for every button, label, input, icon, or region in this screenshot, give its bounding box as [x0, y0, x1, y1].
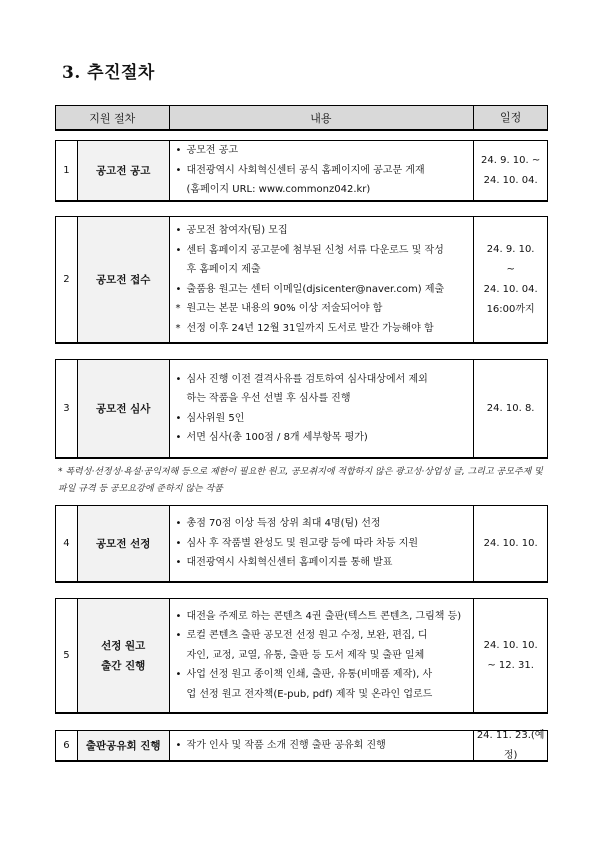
bullet-icon: • [175, 145, 182, 157]
bullet-icon: • [175, 630, 182, 642]
schedule-date-line: 24. 11. 23.(예정) [476, 729, 545, 761]
list-item [175, 534, 468, 554]
schedule-date-line: 24. 10. 04. [483, 174, 538, 186]
step-content [170, 360, 475, 457]
process-row [55, 730, 548, 762]
list-item [175, 607, 468, 627]
list-item-line: 대전광역시 사회혁신센터 공식 홈페이지에 공고문 게재 [186, 164, 425, 176]
content-list [175, 221, 468, 338]
process-row [55, 505, 548, 583]
row-number: 5 [56, 599, 78, 712]
schedule-date [474, 360, 547, 457]
list-item-line: 선정 이후 24년 12월 31일까지 도서로 발간 가능해야 함 [186, 322, 434, 334]
list-item [175, 428, 468, 448]
schedule-date [474, 141, 547, 200]
list-item-line: 업 선정 원고 전자책(E-pub, pdf) 제작 및 온라인 업로드 [186, 688, 433, 700]
bullet-icon: • [175, 164, 182, 176]
list-item-line: 로컬 콘텐츠 출판 공모전 선정 원고 수정, 보완, 편집, 디 [186, 630, 428, 642]
schedule-date-line: 24. 9. 10. [486, 243, 535, 255]
schedule-date [474, 217, 547, 342]
schedule-date-line: 24. 10. 10. [483, 537, 538, 549]
bullet-icon: • [175, 432, 182, 443]
footnote: * 폭력성·선정성·욕설·공익저해 등으로 제한이 필요한 원고, 공모취지에 적합하지 않은 광고성·상업성 글, 그리고 공모주제 및 파일 규격 등 공모요강에 준하지 않는 작품 [58, 467, 543, 494]
schedule-date-line: 16:00까지 [486, 303, 535, 315]
bullet-icon: * [175, 322, 181, 334]
bullet-icon: • [175, 244, 182, 256]
step-content [170, 506, 475, 581]
step-name-line: 출간 진행 [101, 659, 146, 672]
step-name [78, 217, 170, 342]
list-item [175, 665, 468, 704]
list-item-line: 사업 선정 원고 종이책 인쇄, 출판, 유통(비매품 제작), 사 [186, 669, 433, 681]
header-step: 지원 절차 [56, 106, 170, 129]
list-item [175, 626, 468, 665]
list-item [175, 409, 468, 429]
row-number: 4 [56, 506, 78, 581]
step-name-line: 공모전 선정 [96, 537, 151, 550]
list-item-line: 서면 심사(총 100점 / 8개 세부항목 평가) [186, 432, 368, 443]
row-number: 2 [56, 217, 78, 342]
step-content [170, 731, 475, 760]
step-content [170, 599, 475, 712]
schedule-date-line: 24. 9. 10. ~ [481, 154, 541, 166]
table-header [55, 105, 548, 131]
bullet-icon: • [175, 610, 182, 622]
list-item [175, 241, 468, 280]
bullet-icon: • [175, 225, 182, 236]
list-item-line: 심사 진행 이전 결격사유를 검토하여 심사대상에서 제외 [186, 373, 428, 385]
bullet-icon: • [175, 412, 182, 424]
schedule-date-line: 24. 10. 10. [483, 639, 538, 651]
step-name [78, 360, 170, 457]
step-name-line: 선정 원고 [101, 639, 146, 652]
list-item-line: 작가 인사 및 작품 소개 진행 출판 공유회 진행 [186, 739, 386, 751]
list-item [175, 553, 468, 573]
list-item-line: 출품용 원고는 센터 이메일(djsicenter@naver.com) 제출 [186, 283, 445, 295]
content-list [175, 607, 468, 705]
step-name [78, 599, 170, 712]
step-content [170, 217, 475, 342]
bullet-icon: • [175, 557, 182, 569]
list-item-line: 후 홈페이지 제출 [186, 264, 261, 275]
list-item [175, 370, 468, 409]
step-name-line: 출판공유회 진행 [85, 739, 161, 752]
header-content: 내용 [170, 106, 475, 129]
process-row [55, 359, 548, 459]
bullet-icon: * [175, 303, 181, 314]
content-list [175, 141, 468, 200]
bullet-icon: • [175, 373, 182, 385]
schedule-date-line: 24. 10. 04. [483, 283, 538, 295]
content-list [175, 370, 468, 448]
bullet-icon: • [175, 518, 182, 530]
step-content [170, 141, 475, 200]
step-name-line: 공고전 공고 [96, 164, 151, 177]
schedule-date [474, 506, 547, 581]
step-name-line: 공모전 접수 [96, 273, 151, 286]
content-list [175, 736, 468, 756]
process-row [55, 216, 548, 344]
process-row [55, 598, 548, 714]
list-item-line: 공모전 공고 [186, 145, 239, 157]
schedule-date-line: 24. 10. 8. [486, 402, 535, 414]
list-item [175, 280, 468, 300]
list-item-line: 심사위원 5인 [186, 412, 245, 424]
step-name-line: 공모전 심사 [96, 402, 151, 415]
list-item-line: (홈페이지 URL: www.commonz042.kr) [186, 184, 371, 196]
row-number: 6 [56, 731, 78, 760]
bullet-icon: • [175, 739, 182, 751]
list-item [175, 161, 468, 200]
schedule-date-line: ~ 12. 31. [487, 659, 534, 671]
list-item [175, 514, 468, 534]
row-number: 3 [56, 360, 78, 457]
step-name [78, 141, 170, 200]
list-item-line: 센터 홈페이지 공고문에 첨부된 신청 서류 다운로드 및 작성 [186, 244, 444, 256]
list-item [175, 299, 468, 319]
schedule-date [474, 599, 547, 712]
bullet-icon: • [175, 283, 182, 295]
schedule-date-line: ~ [506, 263, 515, 275]
list-item-line: 자인, 교정, 교열, 유통, 출판 등 도서 제작 및 출판 일체 [186, 649, 425, 661]
section-title: 3. 추진절차 [62, 63, 155, 83]
bullet-icon: • [175, 669, 182, 681]
list-item-line: 심사 후 작품별 완성도 및 원고량 등에 따라 차등 지원 [186, 537, 418, 549]
list-item [175, 221, 468, 241]
list-item-line: 하는 작품을 우선 선별 후 심사를 진행 [186, 393, 351, 404]
list-item-line: 대전광역시 사회혁신센터 홈페이지를 통해 발표 [186, 557, 393, 569]
list-item-line: 총점 70점 이상 득점 상위 최대 4명(팀) 선정 [186, 518, 381, 530]
list-item-line: 공모전 참여자(팀) 모집 [186, 225, 288, 236]
step-name [78, 731, 170, 760]
bullet-icon: • [175, 537, 182, 549]
schedule-date [474, 731, 547, 760]
process-row [55, 140, 548, 202]
list-item [175, 319, 468, 339]
header-date: 일정 [500, 110, 522, 124]
list-item-line: 원고는 본문 내용의 90% 이상 저술되어야 함 [186, 303, 383, 314]
list-item-line: 대전을 주제로 하는 콘텐츠 4권 출판(텍스트 콘텐츠, 그림책 등) [186, 610, 462, 622]
row-number: 1 [56, 141, 78, 200]
list-item [175, 141, 468, 161]
list-item [175, 736, 468, 756]
content-list [175, 514, 468, 573]
step-name [78, 506, 170, 581]
